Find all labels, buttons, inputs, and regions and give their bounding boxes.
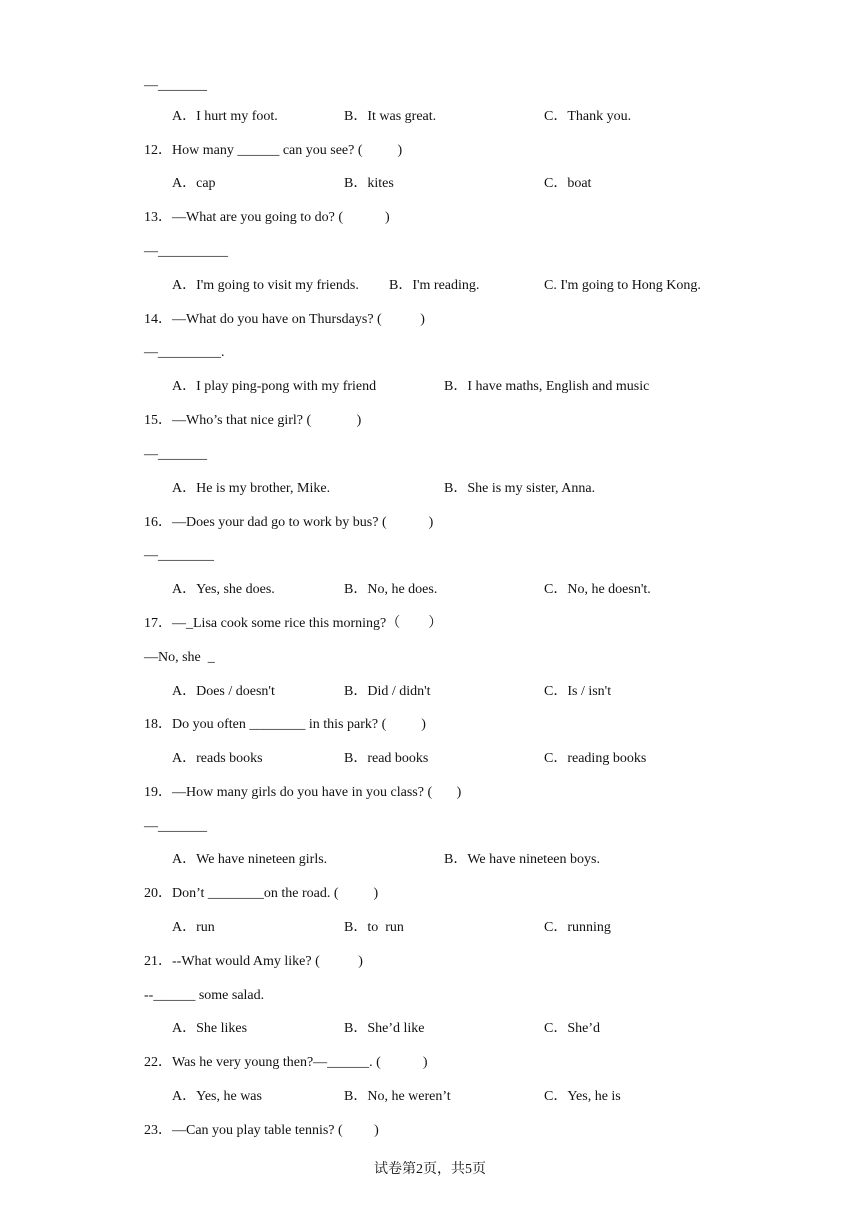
- q18-option-b: B．read books: [344, 751, 429, 766]
- q17-option-b: B．Did / didn't: [344, 684, 431, 699]
- q18-option-a: A．reads books: [172, 751, 263, 766]
- q15-option-a: A．He is my brother, Mike.: [172, 481, 331, 496]
- q20-question: 20．Don’t ________on the road. ( ): [144, 886, 379, 901]
- q20-option-a: A．run: [172, 920, 215, 935]
- q22-option-b: B．No, he weren’t: [344, 1089, 451, 1104]
- q16-option-c: C．No, he doesn't.: [544, 582, 651, 597]
- q16-question: 16．—Does your dad go to work by bus? ( ): [144, 515, 434, 530]
- q16-option-a: A．Yes, she does.: [172, 582, 275, 597]
- q14-answer-blank: —_________.: [144, 345, 225, 360]
- q22-question: 22．Was he very young then?—______. ( ): [144, 1055, 428, 1070]
- q16-option-b: B．No, he does.: [344, 582, 438, 597]
- q13-option-b: B．I'm reading.: [389, 278, 480, 293]
- q21-question: 21．--What would Amy like? ( ): [144, 954, 363, 969]
- q19-answer-blank: —_______: [144, 819, 207, 834]
- q13-option-a: A．I'm going to visit my friends.: [172, 278, 359, 293]
- q15-option-b: B．She is my sister, Anna.: [444, 481, 596, 496]
- q15-answer-blank: —_______: [144, 447, 207, 462]
- q11-option-c: C．Thank you.: [544, 109, 632, 124]
- q14-option-a: A．I play ping-pong with my friend: [172, 379, 377, 394]
- q13-question: 13．—What are you going to do? ( ): [144, 210, 390, 225]
- q22-option-c: C．Yes, he is: [544, 1089, 621, 1104]
- q11-answer-blank: —_______: [144, 78, 207, 93]
- q21-option-c: C．She’d: [544, 1021, 600, 1036]
- q19-question: 19．—How many girls do you have in you class? ( ): [144, 785, 462, 800]
- q12-option-a: A．cap: [172, 176, 216, 191]
- page-footer: 试卷第2页，共5页: [374, 1162, 486, 1177]
- q17-option-c: C．Is / isn't: [544, 684, 612, 699]
- q11-option-a: A．I hurt my foot.: [172, 109, 278, 124]
- q12-question: 12．How many ______ can you see? ( ): [144, 143, 403, 158]
- q16-answer-blank: —________: [144, 548, 214, 563]
- q14-option-b: B．I have maths, English and music: [444, 379, 650, 394]
- q21-answer-line: --______ some salad.: [144, 988, 265, 1003]
- q17-option-a: A．Does / doesn't: [172, 684, 275, 699]
- q20-option-b: B．to run: [344, 920, 404, 935]
- q17-question: 17．—_Lisa cook some rice this morning?（ ）: [144, 616, 443, 631]
- q13-option-c: C. I'm going to Hong Kong.: [544, 278, 701, 293]
- q18-option-c: C．reading books: [544, 751, 647, 766]
- q19-option-b: B．We have nineteen boys.: [444, 852, 600, 867]
- q11-option-b: B．It was great.: [344, 109, 437, 124]
- q22-option-a: A．Yes, he was: [172, 1089, 262, 1104]
- q20-option-c: C．running: [544, 920, 611, 935]
- q12-option-b: B．kites: [344, 176, 394, 191]
- q21-option-b: B．She’d like: [344, 1021, 425, 1036]
- q19-option-a: A．We have nineteen girls.: [172, 852, 328, 867]
- q14-question: 14．—What do you have on Thursdays? ( ): [144, 312, 425, 327]
- q17-answer-line: —No, she _: [144, 650, 215, 665]
- q18-question: 18．Do you often ________ in this park? ( ): [144, 717, 426, 732]
- q13-answer-blank: —__________: [144, 244, 228, 259]
- q21-option-a: A．She likes: [172, 1021, 248, 1036]
- q12-option-c: C．boat: [544, 176, 592, 191]
- q23-question: 23．—Can you play table tennis? ( ): [144, 1123, 379, 1138]
- q15-question: 15．—Who’s that nice girl? ( ): [144, 413, 362, 428]
